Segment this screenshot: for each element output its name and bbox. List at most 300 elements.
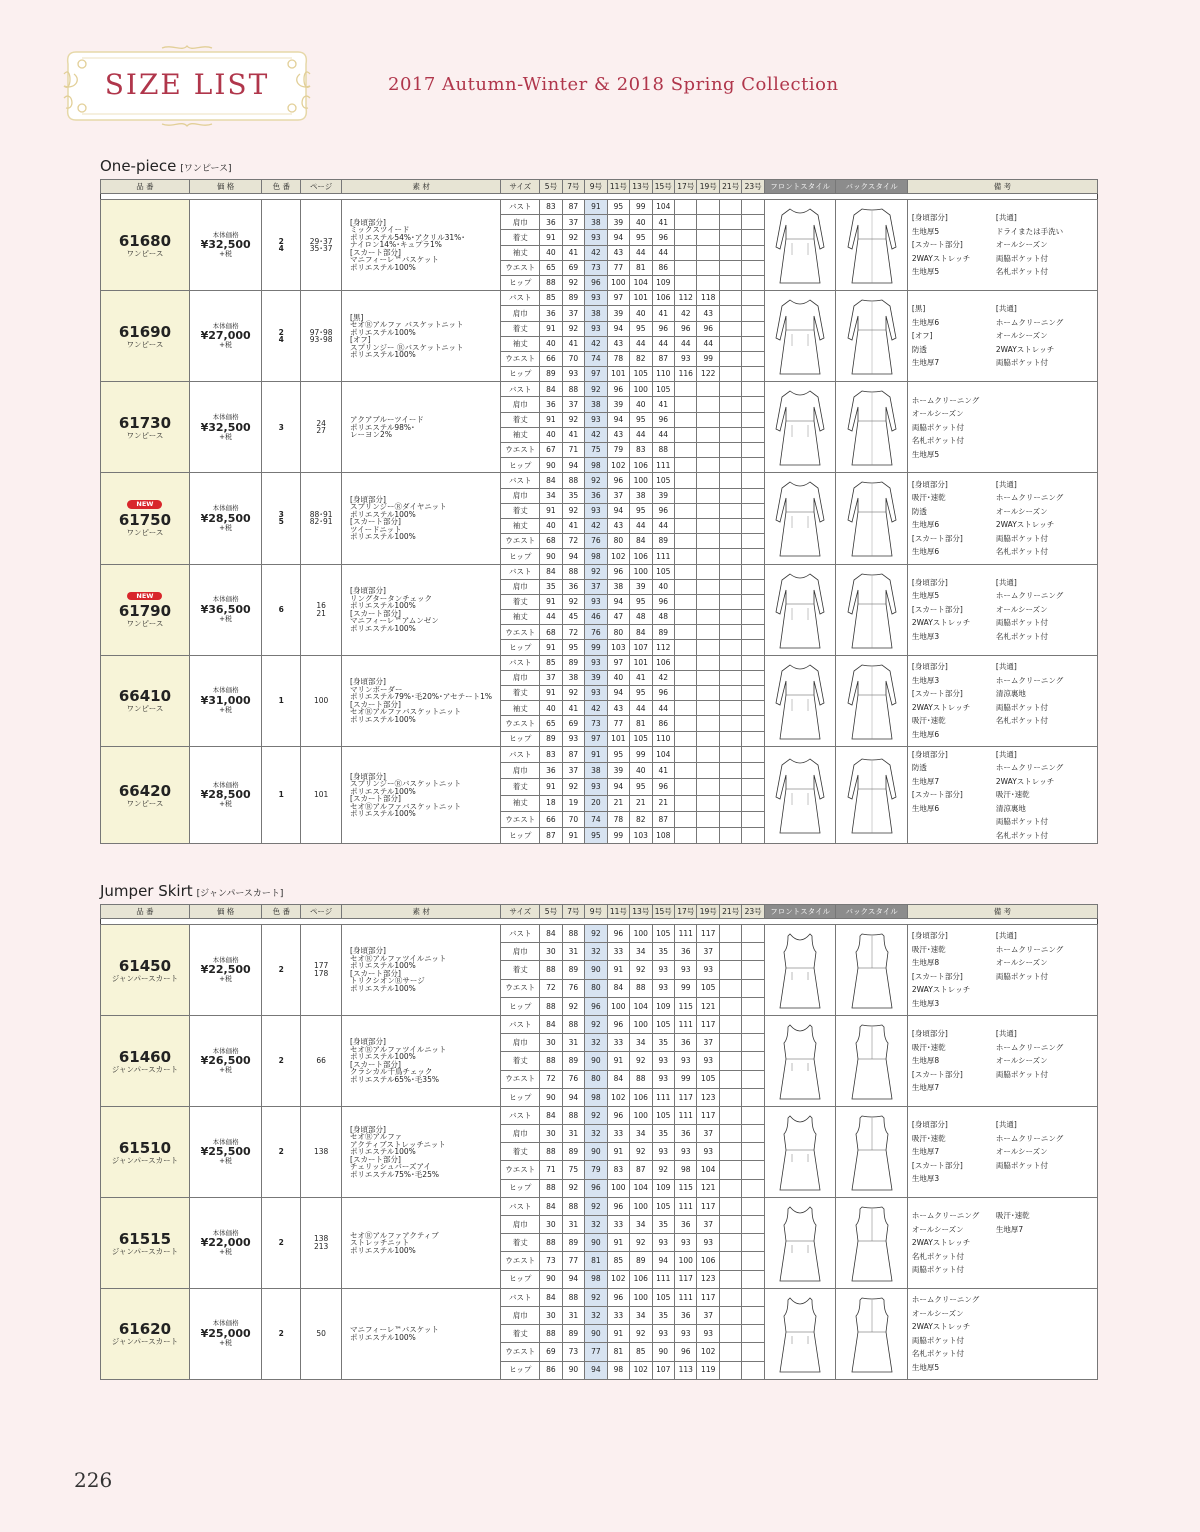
product-code: 66410 xyxy=(118,687,172,706)
material-description: [身頃部分] セオⓇアルファ アクティブストレッチニット ポリエステル100% [スカート部分] チェリッシュバーズアイ ポリエステル75%･毛25% xyxy=(342,1106,501,1197)
size-value: 104 xyxy=(630,997,652,1015)
size-value: 44 xyxy=(652,245,674,260)
product-code: 61510 xyxy=(118,1138,172,1157)
size-value: 39 xyxy=(607,215,629,230)
size-value: 44 xyxy=(652,701,674,716)
size-value: 78 xyxy=(607,811,629,827)
price-label: 本体価格 xyxy=(212,413,239,422)
size-value: 89 xyxy=(562,1325,584,1343)
size-value: 43 xyxy=(607,518,629,533)
size-value: 88 xyxy=(540,1234,562,1252)
measure-label: ウエスト xyxy=(501,811,540,827)
remark-item: ホームクリーニング xyxy=(995,317,1064,327)
size-value: 32 xyxy=(585,1034,607,1052)
size-value: 93 xyxy=(697,1143,719,1161)
size-value xyxy=(675,701,697,716)
remark-item: オールシーズン xyxy=(995,1056,1048,1066)
remark-item xyxy=(912,830,996,842)
remark-item: ホームクリーニング xyxy=(995,944,1064,954)
size-value: 100 xyxy=(630,925,652,943)
remarks-cell xyxy=(907,925,1097,1016)
measure-label: ヒップ xyxy=(501,1270,540,1288)
size-value: 93 xyxy=(585,655,607,670)
remark-item: ホームクリーニング xyxy=(995,591,1064,601)
size-value xyxy=(719,1288,741,1306)
size-value: 92 xyxy=(562,779,584,795)
size-value: 92 xyxy=(585,1106,607,1124)
size-value: 81 xyxy=(630,260,652,275)
catalog-pages: 101 xyxy=(301,746,342,844)
product-code: 61750 xyxy=(118,510,172,529)
size-value xyxy=(719,961,741,979)
size-value: 30 xyxy=(540,1216,562,1234)
remark-item xyxy=(912,816,996,828)
size-value: 94 xyxy=(607,230,629,245)
measure-label: ウエスト xyxy=(501,260,540,275)
size-value: 36 xyxy=(540,763,562,779)
remark-item: ホームクリーニング xyxy=(995,493,1064,503)
product-code: 61680 xyxy=(118,231,172,250)
size-value: 43 xyxy=(697,306,719,321)
remark-item: オールシーズン xyxy=(995,958,1048,968)
size-value xyxy=(675,746,697,762)
size-value: 96 xyxy=(585,997,607,1015)
size-value: 82 xyxy=(630,811,652,827)
size-value xyxy=(675,549,697,564)
size-value: 92 xyxy=(562,997,584,1015)
column-header: バックスタイル xyxy=(836,905,908,919)
remark-item: 生地厚3 xyxy=(911,675,940,685)
size-value xyxy=(675,731,697,746)
price-cell xyxy=(189,564,262,655)
size-value xyxy=(742,382,764,397)
price-cell xyxy=(189,382,262,473)
price-value: ¥25,500 xyxy=(200,1145,251,1159)
size-value: 91 xyxy=(585,200,607,215)
size-value: 104 xyxy=(652,200,674,215)
column-header: サイズ xyxy=(501,905,540,919)
size-value: 80 xyxy=(607,625,629,640)
remark-item: オールシーズン xyxy=(911,1224,964,1234)
size-value: 117 xyxy=(697,1106,719,1124)
size-value: 93 xyxy=(652,1234,674,1252)
size-value: 93 xyxy=(697,1052,719,1070)
size-value xyxy=(719,215,741,230)
size-value: 38 xyxy=(585,397,607,412)
size-value: 46 xyxy=(585,610,607,625)
remark-item: 吸汗･速乾 xyxy=(911,493,946,503)
size-value xyxy=(719,997,741,1015)
size-value xyxy=(697,655,719,670)
table-row xyxy=(101,564,1098,579)
remark-item: [共通] xyxy=(995,662,1017,672)
size-value: 66 xyxy=(540,351,562,366)
remarks-cell xyxy=(907,473,1097,564)
size-value xyxy=(719,1234,741,1252)
size-value: 90 xyxy=(585,1325,607,1343)
remark-item: 両脇ポケット付 xyxy=(995,817,1049,827)
header-row xyxy=(101,180,1098,194)
remark-item: 2WAYストレッチ xyxy=(911,618,971,628)
size-value: 44 xyxy=(630,518,652,533)
material-description: [身頃部分] スプリンジーⓇダイヤニット ポリエステル100% [スカート部分] ツイードニット ポリエステル100% xyxy=(342,473,501,564)
size-value xyxy=(742,979,764,997)
size-value: 84 xyxy=(540,1288,562,1306)
remark-item: ホームクリーニング xyxy=(995,763,1064,773)
size-value: 37 xyxy=(697,1216,719,1234)
remark-item: [身頃部分] xyxy=(911,479,948,489)
front-style-illustration-icon xyxy=(772,476,828,560)
size-value: 88 xyxy=(562,473,584,488)
size-value xyxy=(742,795,764,811)
size-value: 100 xyxy=(630,473,652,488)
size-value: 93 xyxy=(675,1325,697,1343)
price-label: 本体価格 xyxy=(212,686,239,695)
size-value xyxy=(697,686,719,701)
size-value: 121 xyxy=(697,1179,719,1197)
size-value: 85 xyxy=(607,1252,629,1270)
remark-item: [スカート部分] xyxy=(911,1069,963,1079)
tax-label: +税 xyxy=(219,341,233,350)
remark-item: 生地厚5 xyxy=(911,226,940,236)
product-category: ワンピース xyxy=(126,248,164,258)
size-value: 99 xyxy=(697,351,719,366)
size-value xyxy=(742,828,764,844)
size-value: 34 xyxy=(540,488,562,503)
size-value xyxy=(742,1252,764,1270)
catalog-pages: 138 xyxy=(301,1106,342,1197)
size-value: 91 xyxy=(585,746,607,762)
size-value xyxy=(719,979,741,997)
size-value: 102 xyxy=(607,1088,629,1106)
size-value: 93 xyxy=(585,779,607,795)
measure-label: ウエスト xyxy=(501,716,540,731)
size-value xyxy=(697,594,719,609)
measure-label: 肩巾 xyxy=(501,215,540,230)
size-value: 115 xyxy=(675,1179,697,1197)
size-value: 92 xyxy=(630,1052,652,1070)
size-value: 109 xyxy=(652,1179,674,1197)
size-value: 109 xyxy=(652,997,674,1015)
size-value: 117 xyxy=(675,1270,697,1288)
column-header: 7号 xyxy=(562,905,584,919)
size-value: 93 xyxy=(675,351,697,366)
remark-item: 両脇ポケット付 xyxy=(911,422,965,432)
size-value: 37 xyxy=(540,670,562,685)
size-value xyxy=(742,716,764,731)
size-value: 93 xyxy=(562,731,584,746)
size-value: 89 xyxy=(562,655,584,670)
product-category: ジャンパースカート xyxy=(111,1155,179,1165)
size-value: 94 xyxy=(585,1361,607,1379)
measure-label: バスト xyxy=(501,473,540,488)
size-value xyxy=(719,1161,741,1179)
size-value: 31 xyxy=(562,1216,584,1234)
size-value: 113 xyxy=(675,1361,697,1379)
price-cell xyxy=(189,200,262,291)
size-value: 104 xyxy=(697,1161,719,1179)
back-style-illustration-icon xyxy=(844,1292,900,1376)
title-frame xyxy=(62,44,312,128)
measure-label: 着丈 xyxy=(501,686,540,701)
size-value: 40 xyxy=(540,245,562,260)
size-value: 38 xyxy=(607,579,629,594)
size-value: 30 xyxy=(540,943,562,961)
size-value: 94 xyxy=(562,1088,584,1106)
size-value: 77 xyxy=(585,1343,607,1361)
price-cell xyxy=(189,1197,262,1288)
size-value: 85 xyxy=(540,655,562,670)
size-value xyxy=(742,291,764,306)
size-value: 75 xyxy=(585,443,607,458)
size-value: 19 xyxy=(562,795,584,811)
column-header: 19号 xyxy=(697,180,719,194)
size-value: 42 xyxy=(585,701,607,716)
size-value: 88 xyxy=(540,1179,562,1197)
size-value: 93 xyxy=(697,1325,719,1343)
size-value: 101 xyxy=(630,291,652,306)
size-value xyxy=(719,488,741,503)
measure-label: 袖丈 xyxy=(501,701,540,716)
tax-label: +税 xyxy=(219,1157,233,1166)
size-value xyxy=(742,549,764,564)
remark-item: オールシーズン xyxy=(995,331,1048,341)
size-value xyxy=(675,443,697,458)
material-description: [身頃部分] スプリンジーⓇバスケットニット ポリエステル100% [スカート部分] セオⓇアルファバスケットニット ポリエステル100% xyxy=(342,746,501,844)
remark-item: 吸汗･速乾 xyxy=(911,944,946,954)
size-value xyxy=(742,564,764,579)
size-value: 36 xyxy=(540,215,562,230)
size-value: 87 xyxy=(562,200,584,215)
size-value xyxy=(719,610,741,625)
size-value xyxy=(719,427,741,442)
size-value: 66 xyxy=(540,811,562,827)
size-value: 90 xyxy=(562,1361,584,1379)
size-value xyxy=(719,230,741,245)
measure-label: ウエスト xyxy=(501,534,540,549)
size-value xyxy=(719,1179,741,1197)
product-code-cell xyxy=(101,1288,190,1379)
size-value xyxy=(742,367,764,382)
remark-item: 生地厚5 xyxy=(911,267,940,277)
product-code-cell xyxy=(101,925,190,1016)
size-value: 43 xyxy=(607,336,629,351)
remarks-cell xyxy=(907,655,1097,746)
size-value: 102 xyxy=(607,549,629,564)
size-value: 84 xyxy=(540,1106,562,1124)
size-value: 106 xyxy=(630,549,652,564)
size-value: 98 xyxy=(585,1088,607,1106)
size-value: 110 xyxy=(652,731,674,746)
size-value: 36 xyxy=(675,1125,697,1143)
size-value: 93 xyxy=(675,1052,697,1070)
remark-item xyxy=(996,422,1078,434)
size-value xyxy=(742,275,764,290)
size-value: 100 xyxy=(630,564,652,579)
size-value: 93 xyxy=(562,367,584,382)
size-value: 42 xyxy=(675,306,697,321)
remark-item: [共通] xyxy=(995,1029,1017,1039)
remark-item xyxy=(996,1264,1078,1276)
size-value: 76 xyxy=(585,534,607,549)
size-value: 69 xyxy=(562,260,584,275)
size-value: 107 xyxy=(630,640,652,655)
size-value xyxy=(742,625,764,640)
measure-label: バスト xyxy=(501,746,540,762)
remark-item: 2WAYストレッチ xyxy=(995,344,1055,354)
product-code-cell xyxy=(101,200,190,291)
size-value xyxy=(742,1052,764,1070)
remark-item: 名札ポケット付 xyxy=(995,631,1049,641)
front-style-cell xyxy=(764,1197,836,1288)
size-value: 90 xyxy=(585,1143,607,1161)
remark-item: 2WAYストレッチ xyxy=(911,985,971,995)
size-value: 106 xyxy=(630,458,652,473)
material-description: アクアブルーツイード ポリエステル98%･ レーヨン2% xyxy=(342,382,501,473)
size-value: 102 xyxy=(607,1270,629,1288)
size-value: 91 xyxy=(562,828,584,844)
tax-label: +税 xyxy=(219,432,233,441)
measure-label: 着丈 xyxy=(501,412,540,427)
remark-item: 清涼裏地 xyxy=(995,803,1026,813)
color-numbers: 1 xyxy=(262,746,301,844)
tax-label: +税 xyxy=(219,250,233,259)
size-value: 93 xyxy=(652,1070,674,1088)
size-value xyxy=(719,594,741,609)
remark-item: ホームクリーニング xyxy=(995,1133,1064,1143)
size-value xyxy=(697,382,719,397)
size-value: 105 xyxy=(697,1070,719,1088)
remark-item: 名札ポケット付 xyxy=(995,830,1049,840)
front-style-cell xyxy=(764,655,836,746)
size-value: 76 xyxy=(562,1070,584,1088)
size-value xyxy=(675,795,697,811)
size-value: 95 xyxy=(630,503,652,518)
size-value xyxy=(675,610,697,625)
size-value: 44 xyxy=(652,427,674,442)
size-value xyxy=(742,1216,764,1234)
size-value: 111 xyxy=(652,1088,674,1106)
remark-item: [身頃部分] xyxy=(911,931,948,941)
size-value: 96 xyxy=(652,779,674,795)
size-value: 35 xyxy=(652,1034,674,1052)
front-style-cell xyxy=(764,291,836,382)
size-value xyxy=(697,503,719,518)
measure-label: ヒップ xyxy=(501,275,540,290)
size-value: 93 xyxy=(697,1234,719,1252)
remark-item: 名札ポケット付 xyxy=(995,716,1049,726)
remark-item: 生地厚5 xyxy=(911,449,940,459)
size-value: 40 xyxy=(540,701,562,716)
column-header: 15号 xyxy=(652,180,674,194)
size-value xyxy=(742,1015,764,1033)
size-value: 35 xyxy=(652,1125,674,1143)
size-value: 105 xyxy=(652,1288,674,1306)
size-value: 41 xyxy=(562,427,584,442)
size-value: 80 xyxy=(585,1070,607,1088)
size-value: 89 xyxy=(540,367,562,382)
remark-item: 生地厚5 xyxy=(911,591,940,601)
size-value: 81 xyxy=(607,1343,629,1361)
measure-label: ウエスト xyxy=(501,1252,540,1270)
size-value xyxy=(719,518,741,533)
remark-item: 生地厚7 xyxy=(911,1083,940,1093)
size-value: 30 xyxy=(540,1125,562,1143)
size-value: 95 xyxy=(630,779,652,795)
size-value: 84 xyxy=(540,382,562,397)
color-numbers: 2 xyxy=(262,1106,301,1197)
size-value: 82 xyxy=(630,351,652,366)
material-description: [身頃部分] セオⓇアルファツイルニット ポリエステル100% [スカート部分] トリクシオンⓇサージ ポリエステル100% xyxy=(342,925,501,1016)
material-description: [身頃部分] セオⓇアルファツイルニット ポリエステル100% [スカート部分] クラシカル千鳥チェック ポリエステル65%･毛35% xyxy=(342,1015,501,1106)
measure-label: バスト xyxy=(501,1106,540,1124)
size-value xyxy=(742,473,764,488)
size-value: 108 xyxy=(652,828,674,844)
size-value: 92 xyxy=(652,1161,674,1179)
measure-label: ウエスト xyxy=(501,443,540,458)
price-cell xyxy=(189,746,262,844)
measure-label: 着丈 xyxy=(501,503,540,518)
size-value: 39 xyxy=(607,763,629,779)
size-value xyxy=(697,534,719,549)
size-value xyxy=(719,1252,741,1270)
section-title-jumper xyxy=(100,882,283,900)
size-value: 89 xyxy=(630,1252,652,1270)
back-style-cell xyxy=(836,925,908,1016)
measure-label: ヒップ xyxy=(501,997,540,1015)
back-style-illustration-icon xyxy=(844,568,900,652)
size-value: 20 xyxy=(585,795,607,811)
size-value: 36 xyxy=(675,1034,697,1052)
size-value: 89 xyxy=(562,961,584,979)
size-value xyxy=(742,1270,764,1288)
size-value: 93 xyxy=(585,594,607,609)
size-value xyxy=(697,275,719,290)
price-cell xyxy=(189,925,262,1016)
size-value: 30 xyxy=(540,1034,562,1052)
size-value xyxy=(675,458,697,473)
remarks-list xyxy=(912,930,1093,1009)
size-value xyxy=(719,670,741,685)
size-value: 36 xyxy=(540,397,562,412)
size-value xyxy=(675,625,697,640)
column-header: 品 番 xyxy=(101,180,190,194)
remark-item: 清涼裏地 xyxy=(995,689,1026,699)
price-label: 本体価格 xyxy=(212,955,239,964)
section-title-jp: [ジャンパースカート] xyxy=(196,889,284,899)
measure-label: 袖丈 xyxy=(501,610,540,625)
remark-item: [スカート部分] xyxy=(911,689,963,699)
size-value xyxy=(719,1052,741,1070)
size-value xyxy=(719,412,741,427)
collection-subtitle: 2017 Autumn-Winter & 2018 Spring Collection xyxy=(388,74,839,95)
size-value xyxy=(742,746,764,762)
size-value: 42 xyxy=(585,518,607,533)
size-value: 92 xyxy=(562,1179,584,1197)
product-category: ワンピース xyxy=(126,704,164,714)
remarks-cell xyxy=(907,1197,1097,1288)
remark-item: オールシーズン xyxy=(995,1147,1048,1157)
size-value xyxy=(742,1288,764,1306)
column-header: 品 番 xyxy=(101,905,190,919)
size-value xyxy=(719,1197,741,1215)
size-value: 37 xyxy=(697,943,719,961)
product-code: 61690 xyxy=(118,322,172,341)
size-value: 93 xyxy=(652,1143,674,1161)
size-value xyxy=(719,1015,741,1033)
size-value: 40 xyxy=(607,670,629,685)
size-value xyxy=(697,811,719,827)
